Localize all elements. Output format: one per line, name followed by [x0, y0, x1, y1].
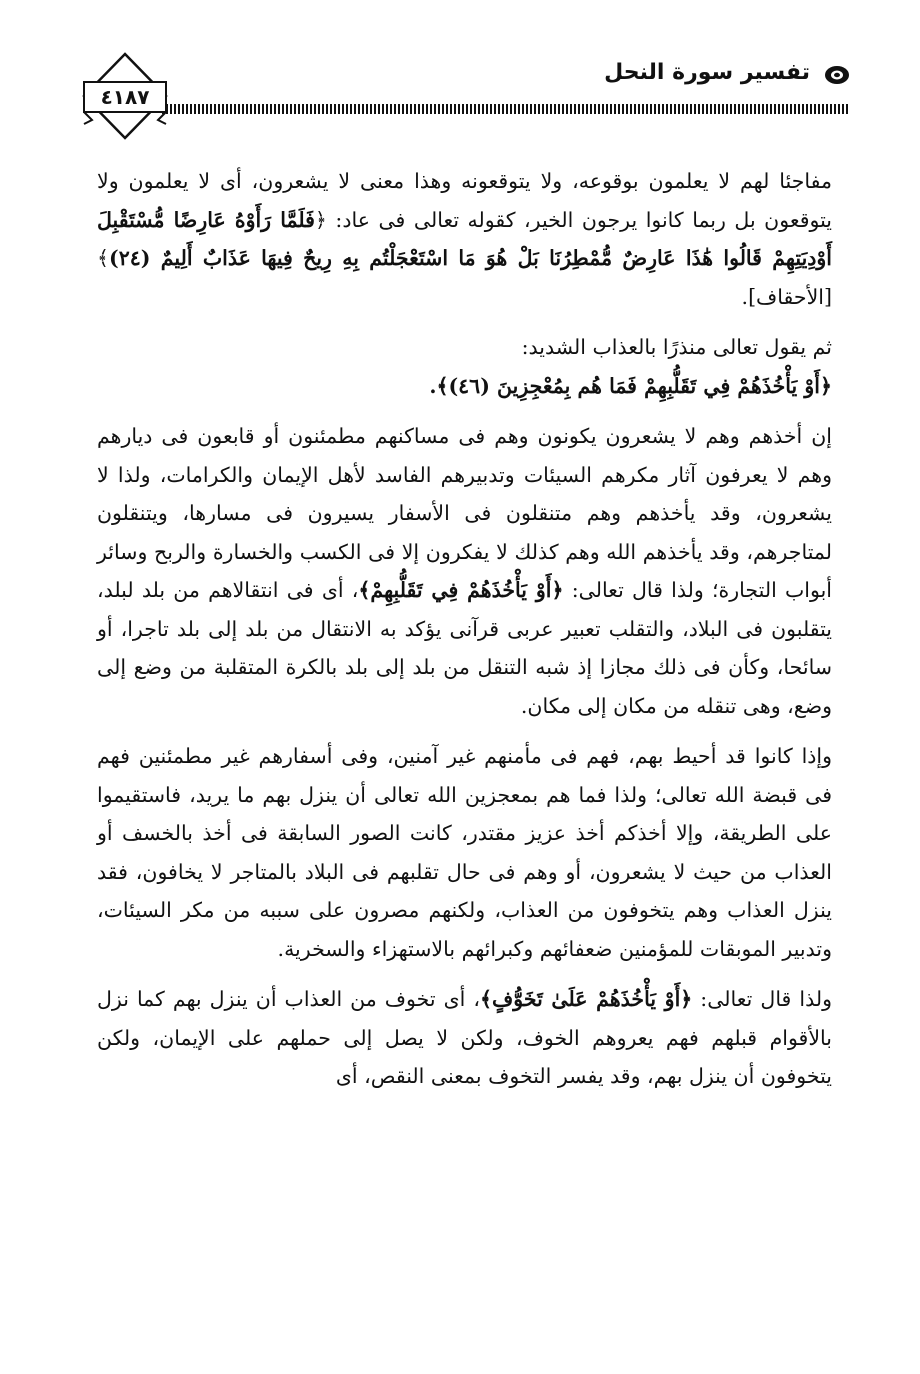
paragraph-4-text: ولذا قال تعالى:	[692, 987, 832, 1011]
quran-quote-taqallub: ﴿أَوْ يَأْخُذَهُمْ فِي تَقَلُّبِهِمْ﴾	[358, 578, 564, 602]
paragraph-1	[97, 162, 832, 316]
paragraph-1-text: مفاجئا لهم لا يعلمون بوقوعه، ولا يتوقعونه وهذا معنى لا يشعرون، أى لا يعلمون ولا يتوقعون بل ربما كانوا يرجون الخير، كقوله تعالى فى عاد: ﴿	[97, 169, 832, 232]
paragraph-4-text-cont: ، أى تخوف من العذاب أن ينزل بهم كما نزل بالأقوام قبلهم فهم يعروهم الخوف، ولكن لا يصل إلى حملهم على الإيمان، ولكن يتخوفون أن ينزل بهم، وقد يفسر التخوف بمعنى النقص، أى	[97, 987, 832, 1088]
quran-verse-46: ﴿أَوْ يَأْخُذَهُمْ فِي تَقَلُّبِهِمْ فَمَا هُم بِمُعْجِزِينَ (٤٦)﴾.	[429, 373, 832, 398]
paragraph-2-text: إن أخذهم وهم لا يشعرون يكونون وهم فى مساكنهم مطمئنون أو قابعون فى ديارهم وهم لا يعرفون آثار مكرهم السيئات وتدبيرهم الفاسد لأهل الإيمان والكرامات، ولذا لا يشعرون، وقد يأخذهم وهم متنقلون فى الأسفار يسيرون فى مسارها، ويتنقلون لمتاجرهم، وقد يأخذهم الله وهم كذلك لا يفكرون إلا فى الكسب والخسارة والربح وسائر أبواب التجارة؛ ولذا قال تعالى:	[97, 424, 832, 602]
page-number: ٤١٨٧	[100, 85, 150, 109]
verse-intro: ثم يقول تعالى منذرًا بالعذاب الشديد:	[521, 335, 832, 359]
page-number-badge	[80, 50, 170, 144]
quran-quote-takhawwuf: ﴿أَوْ يَأْخُذَهُمْ عَلَىٰ تَخَوُّفٍ﴾	[479, 987, 693, 1011]
header-rule	[162, 104, 850, 114]
paragraph-1-citation: ﴾ [الأحقاف].	[97, 246, 832, 309]
paragraph-2	[97, 417, 832, 725]
paragraph-2-text-cont: ، أى فى انتقالاهم من بلد لبلد، يتقلبون فى البلاد، والتقلب تعبير عربى قرآنى يؤكد به الانتقال من بلد إلى بلد تاجرا، أو سائحا، وكأن فى ذلك مجازا إذ شبه التنقل من بلد إلى بلد بالكرة المتقلبة من وضع إلى وضع، وهى تنقله من مكان إلى مكان.	[97, 578, 832, 718]
paragraph-4	[97, 980, 832, 1096]
running-title: تفسير سورة النحل	[604, 60, 810, 85]
page-body	[97, 162, 832, 1108]
quran-verse-ahqaf: فَلَمَّا رَأَوْهُ عَارِضًا مُّسْتَقْبِلَ أَوْدِيَتِهِمْ قَالُوا هَٰذَا عَارِضٌ مُّمْطِرُنَا بَلْ هُوَ مَا اسْتَعْجَلْتُم بِهِ رِيحٌ فِيهَا عَذَابٌ أَلِيمٌ (٢٤)	[97, 207, 832, 270]
flower-ornament-icon	[824, 65, 850, 85]
paragraph-3: وإذا كانوا قد أحيط بهم، فهم فى مأمنهم غير آمنين، وفى أسفارهم غير مطمئنين فهم فى قبضة الله تعالى؛ ولذا فما هم بمعجزين الله تعالى أن ينزل بهم ما يريد، فاستقيموا على الطريقة، وإلا أخذكم أخذ عزيز مقتدر، كانت الصور السابقة فى أخذ بالخسف أو العذاب من حيث لا يشعرون، أو وهم فى حال تقلبهم فى البلاد بالمتاجر لا يخافون، فقد ينزل العذاب وهم يتخوفون من العذاب، ولكنهم مصرون على سببه من مكر السيئات، وتدبير الموبقات للمؤمنين ضعفائهم وكبرائهم بالاستهزاء والسخرية.	[97, 744, 833, 961]
page-header	[80, 52, 850, 132]
